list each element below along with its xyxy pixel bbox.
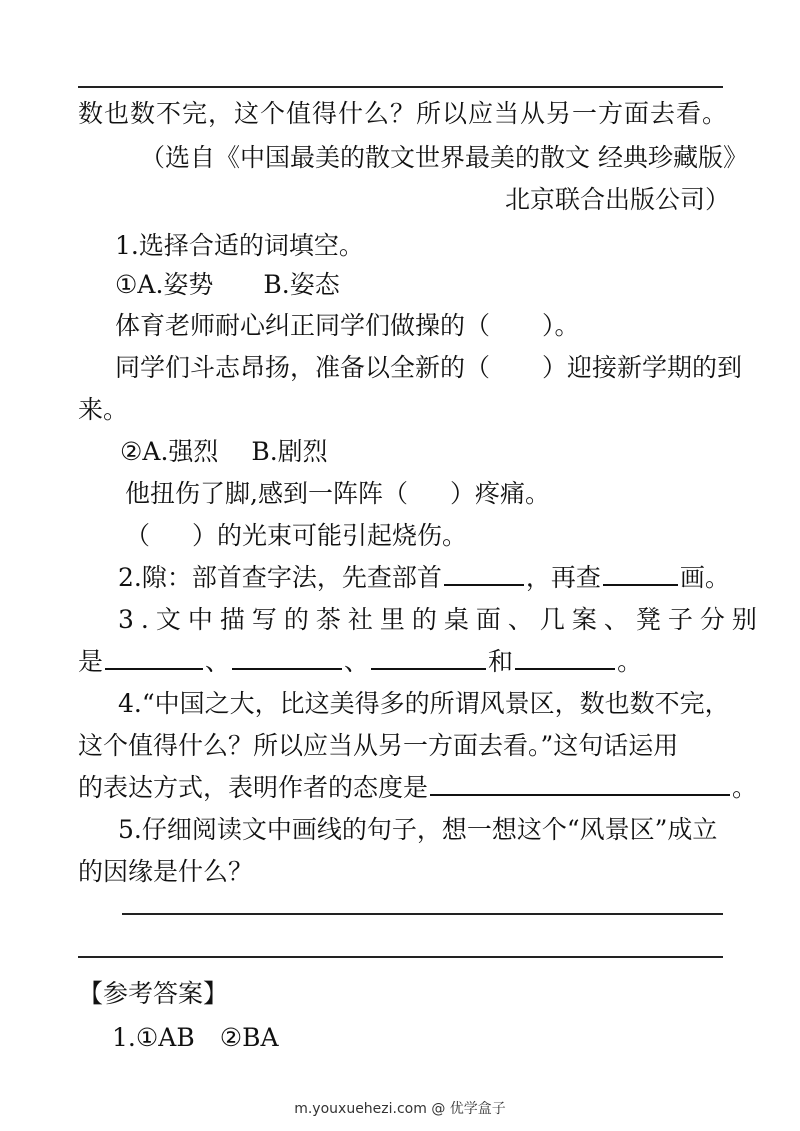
q2-strokes-blank[interactable] <box>603 559 678 586</box>
q1-g2-s2-part-b: ）的光束可能引起烧伤。 <box>192 521 468 550</box>
q1-g1-s1-part-a: 体育老师耐心纠正同学们做操的（ <box>115 311 491 340</box>
q3-blank-1[interactable] <box>105 643 203 670</box>
q4-line3 <box>78 768 757 804</box>
q5-line2: 的因缘是什么？ <box>78 857 254 886</box>
answer-1: 1.①AB ②BA <box>112 1023 279 1052</box>
q1-group2-sentence2 <box>125 516 467 552</box>
q1-g1-s2-part-b: ）迎接新学期的到 <box>542 353 743 382</box>
q1-group1-options: ①A.姿势 B.姿态 <box>115 270 340 299</box>
q1-g2-s2-part-a: （ <box>125 521 151 550</box>
q2-part-c: 画。 <box>679 563 730 592</box>
q1-g1-s2-part-a: 同学们斗志昂扬，准备以全新的（ <box>115 353 491 382</box>
q3-sep-1: 、 <box>205 647 231 676</box>
q5-line1: 5.仔细阅读文中画线的句子，想一想这个“风景区”成立 <box>118 815 718 844</box>
q3-blank-3[interactable] <box>371 643 486 670</box>
q1-group2-sentence1 <box>125 474 550 510</box>
q3-blank-4[interactable] <box>515 643 615 670</box>
q1-group2-options: ②A.强烈 B.剧烈 <box>120 437 328 466</box>
q1-group1-sentence2 <box>115 348 742 384</box>
q3-sep-2: 、 <box>344 647 370 676</box>
q2-part-b: ，再查 <box>525 563 601 592</box>
answers-separator <box>78 956 723 958</box>
source-line-1: （选自《中国最美的散文世界最美的散文 经典珍藏版》 <box>140 143 748 172</box>
q1-group1-sentence2-cont: 来。 <box>78 395 129 424</box>
answers-heading: 【参考答案】 <box>78 979 229 1008</box>
q4-attitude-blank[interactable] <box>430 769 730 796</box>
q1-prompt: 1.选择合适的词填空。 <box>115 231 364 260</box>
top-rule <box>78 86 723 88</box>
q1-g2-s1-part-a: 他扭伤了脚,感到一阵阵（ <box>125 479 408 508</box>
q3-blank-2[interactable] <box>232 643 342 670</box>
q3-part-a: 是 <box>78 647 104 676</box>
q1-group1-sentence1 <box>115 306 580 342</box>
q3-line2 <box>78 642 642 678</box>
source-line-2: 北京联合出版公司） <box>505 185 731 214</box>
page-footer-watermark: m.youxuehezi.com @ 优学盒子 <box>294 1101 506 1117</box>
q4-end: 。 <box>732 773 758 802</box>
q2-radical-blank[interactable] <box>444 559 524 586</box>
q1-g1-s1-part-b: ）。 <box>542 311 580 340</box>
q5-answer-line[interactable] <box>122 913 723 915</box>
q3-and: 和 <box>488 647 514 676</box>
q1-g2-s1-part-b: ）疼痛。 <box>449 479 550 508</box>
q2-part-a: 2.隙：部首查字法，先查部首 <box>118 563 442 592</box>
q4-line1: 4.“中国之大，比这美得多的所谓风景区，数也数不完， <box>118 689 730 718</box>
q3-line1: 3.文中描写的茶社里的桌面、几案、凳子分别 <box>118 605 764 634</box>
q4-part-a: 的表达方式，表明作者的态度是 <box>78 773 429 802</box>
q4-line2: 这个值得什么？所以应当从另一方面去看。”这句话运用 <box>78 731 679 760</box>
passage-tail-line: 数也数不完，这个值得什么？所以应当从另一方面去看。 <box>78 99 729 128</box>
q3-end: 。 <box>617 647 643 676</box>
q2-line <box>118 558 730 594</box>
